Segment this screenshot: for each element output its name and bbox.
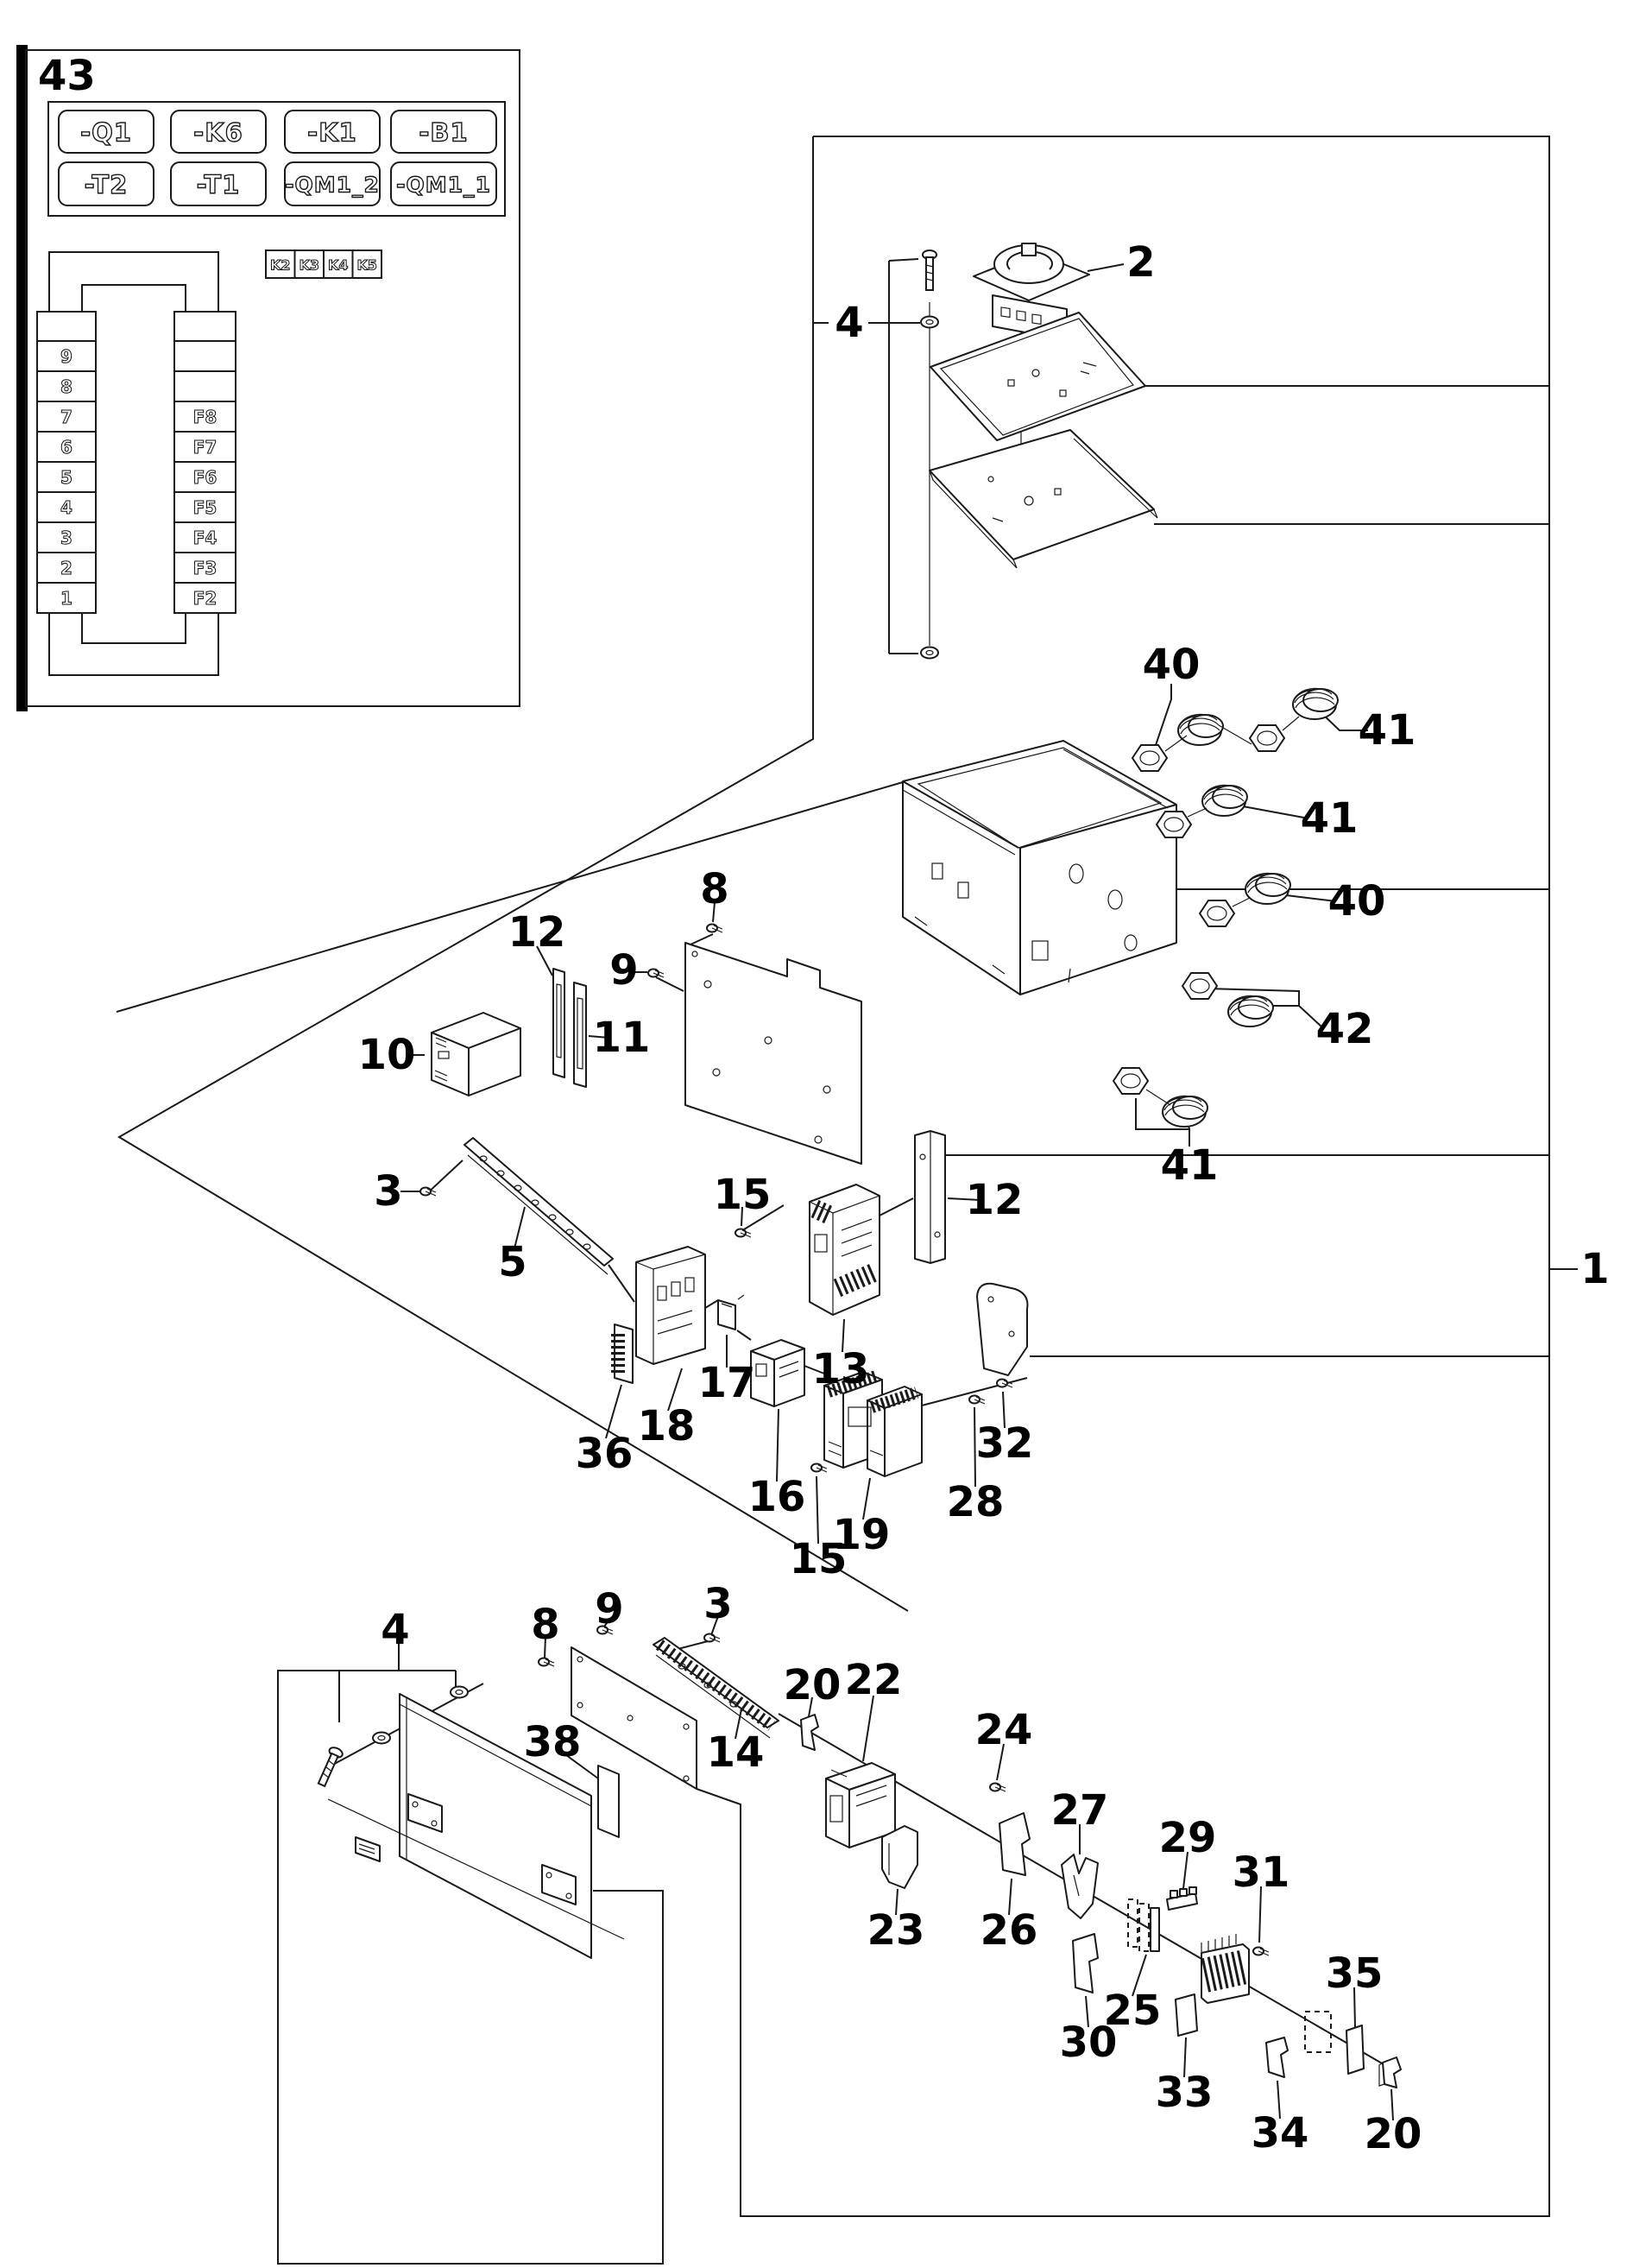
terminal-number-9: 9 (60, 346, 73, 367)
component-label-K6: -K6 (193, 117, 243, 148)
part-plate-35 (1346, 2025, 1364, 2074)
part-top-lid (930, 313, 1145, 440)
callout-19-24: 19 (832, 1511, 891, 1559)
part-breaker-18 (636, 1247, 705, 1364)
callout-28-23: 28 (946, 1478, 1005, 1526)
callout-33-43: 33 (1155, 2069, 1214, 2117)
callout-31-38: 31 (1232, 1848, 1290, 1897)
component-label-T2: -T2 (84, 170, 129, 199)
screw-8b (539, 1658, 554, 1667)
part-drive-13 (810, 1185, 880, 1315)
part-end-clamp-20b (1379, 2057, 1401, 2088)
terminal-number-8: 8 (60, 376, 73, 397)
fuse-label-F6: F6 (192, 467, 218, 488)
callout-26-40: 26 (980, 1906, 1038, 1955)
callout-12-16: 12 (965, 1176, 1024, 1224)
part-mounting-plate (685, 943, 861, 1164)
part-module-22 (826, 1763, 895, 1848)
part-plate-34 (1266, 2037, 1288, 2077)
fuse-label-F4: F4 (192, 528, 218, 548)
callout-5-15: 5 (498, 1238, 527, 1286)
terminal-number-2: 2 (60, 558, 73, 578)
terminal-number-1: 1 (60, 588, 73, 609)
callout-12-10: 12 (508, 908, 566, 957)
k-label-K3: K3 (299, 256, 320, 274)
callout-16-21: 16 (747, 1473, 806, 1521)
component-label-QM12: -QM1_2 (285, 172, 380, 198)
screw-8a (707, 925, 722, 933)
callout-15-13: 15 (713, 1171, 772, 1219)
callout-10-12: 10 (357, 1031, 416, 1079)
callout-2-0: 2 (1126, 238, 1156, 287)
callout-4-1: 4 (835, 299, 864, 347)
terminal-number-3: 3 (60, 528, 73, 548)
callout-4-30: 4 (381, 1606, 410, 1654)
washer-4a (921, 317, 938, 328)
callout-35-44: 35 (1325, 1949, 1384, 1998)
k-label-K2: K2 (270, 256, 291, 274)
screw-15a (735, 1229, 751, 1238)
callout-8-29: 8 (531, 1601, 560, 1649)
terminal-numbers (60, 346, 73, 609)
washer-4c (373, 1733, 390, 1744)
callout-41-7: 41 (1160, 1141, 1219, 1190)
callout-13-17: 13 (811, 1345, 870, 1393)
screw-3b (704, 1634, 720, 1643)
screw-15b (811, 1464, 827, 1473)
part-comb-36 (615, 1324, 633, 1383)
screw-31 (1253, 1948, 1269, 1956)
screw-9a (648, 970, 664, 978)
part-bracket-12 (915, 1131, 945, 1263)
callout-32-22: 32 (975, 1419, 1034, 1468)
part-u-block-27 (1062, 1854, 1098, 1918)
callout-14-32: 14 (706, 1728, 765, 1777)
callout-30-41: 30 (1059, 2018, 1118, 2067)
component-label-QM11: -QM1_1 (396, 172, 491, 198)
callout-3-14: 3 (374, 1167, 403, 1216)
callout-38-31: 38 (523, 1718, 582, 1766)
component-label-T1: -T1 (196, 170, 241, 199)
part-bottom-lid (930, 430, 1157, 568)
callout-9-27: 9 (595, 1585, 624, 1633)
part-end-clamp-20a (801, 1715, 818, 1750)
part-relay-16 (751, 1340, 804, 1406)
callout-25-42: 25 (1103, 1987, 1162, 2035)
k-label-K5: K5 (356, 256, 378, 274)
callout-34-45: 34 (1251, 2109, 1309, 2157)
callout-42-6: 42 (1315, 1005, 1374, 1053)
component-label-Q1: -Q1 (80, 117, 132, 148)
washer-4b (921, 648, 938, 659)
screw-32 (997, 1380, 1012, 1388)
part-bracket-strips (553, 969, 586, 1087)
callout-20-33: 20 (783, 1661, 842, 1709)
fuse-label-F2: F2 (192, 588, 218, 609)
part-plate-33 (1176, 1994, 1197, 2036)
fuse-label-F8: F8 (192, 407, 218, 427)
terminal-number-6: 6 (60, 437, 73, 458)
part-plate-30 (1073, 1934, 1098, 1993)
callout-15-25: 15 (789, 1535, 848, 1583)
fuse-label-F5: F5 (192, 497, 218, 518)
part-enclosure-body (903, 741, 1176, 995)
part-power-supply (432, 1013, 520, 1096)
terminal-diagram (37, 252, 236, 675)
part-sticker-38 (598, 1766, 619, 1837)
part-jumper-29 (1167, 1887, 1197, 1910)
callout-23-39: 23 (867, 1906, 925, 1955)
component-label-B1: -B1 (419, 117, 469, 148)
inset-number: 43 (38, 52, 96, 100)
inset-legend (16, 45, 520, 711)
inset-frame (26, 50, 520, 706)
part-17 (718, 1295, 744, 1330)
callout-40-2: 40 (1142, 641, 1201, 689)
callout-22-34: 22 (844, 1656, 903, 1704)
fuse-label-F3: F3 (192, 558, 218, 578)
washer-4d (451, 1687, 468, 1698)
callout-41-3: 41 (1358, 706, 1416, 755)
callout-3-28: 3 (703, 1580, 733, 1628)
bolt-4c (315, 1746, 344, 1788)
callout-36-18: 36 (575, 1430, 634, 1478)
callout-24-35: 24 (974, 1706, 1033, 1754)
part-plate-26 (999, 1813, 1030, 1875)
component-label-K1: -K1 (307, 117, 357, 148)
screw-24 (990, 1784, 1006, 1792)
terminal-number-4: 4 (60, 497, 73, 518)
callout-11-11: 11 (592, 1014, 651, 1062)
callout-8-8: 8 (700, 865, 729, 913)
fuse-label-F7: F7 (192, 437, 218, 458)
part-plate-32 (977, 1284, 1027, 1375)
callout-29-37: 29 (1158, 1814, 1217, 1862)
callout-17-19: 17 (697, 1359, 756, 1407)
screw-3a (420, 1188, 436, 1197)
part-terminal-block-31 (1201, 1934, 1249, 2003)
k-label-K4: K4 (328, 256, 349, 274)
parts-layer (315, 243, 1401, 2088)
part-din-rail-5 (464, 1138, 613, 1274)
callout-27-36: 27 (1050, 1786, 1109, 1835)
terminal-number-7: 7 (60, 407, 73, 427)
callout-1-26: 1 (1580, 1245, 1610, 1293)
callout-18-20: 18 (637, 1402, 696, 1450)
callout-40-5: 40 (1327, 877, 1386, 926)
callout-20-46: 20 (1364, 2110, 1422, 2158)
part-plate-23 (882, 1826, 917, 1888)
terminal-number-5: 5 (60, 467, 73, 488)
fuse-labels (193, 407, 218, 609)
bolt-4 (923, 250, 936, 290)
callout-41-4: 41 (1300, 794, 1359, 843)
callout-9-9: 9 (609, 946, 639, 995)
screw-28 (969, 1396, 985, 1405)
